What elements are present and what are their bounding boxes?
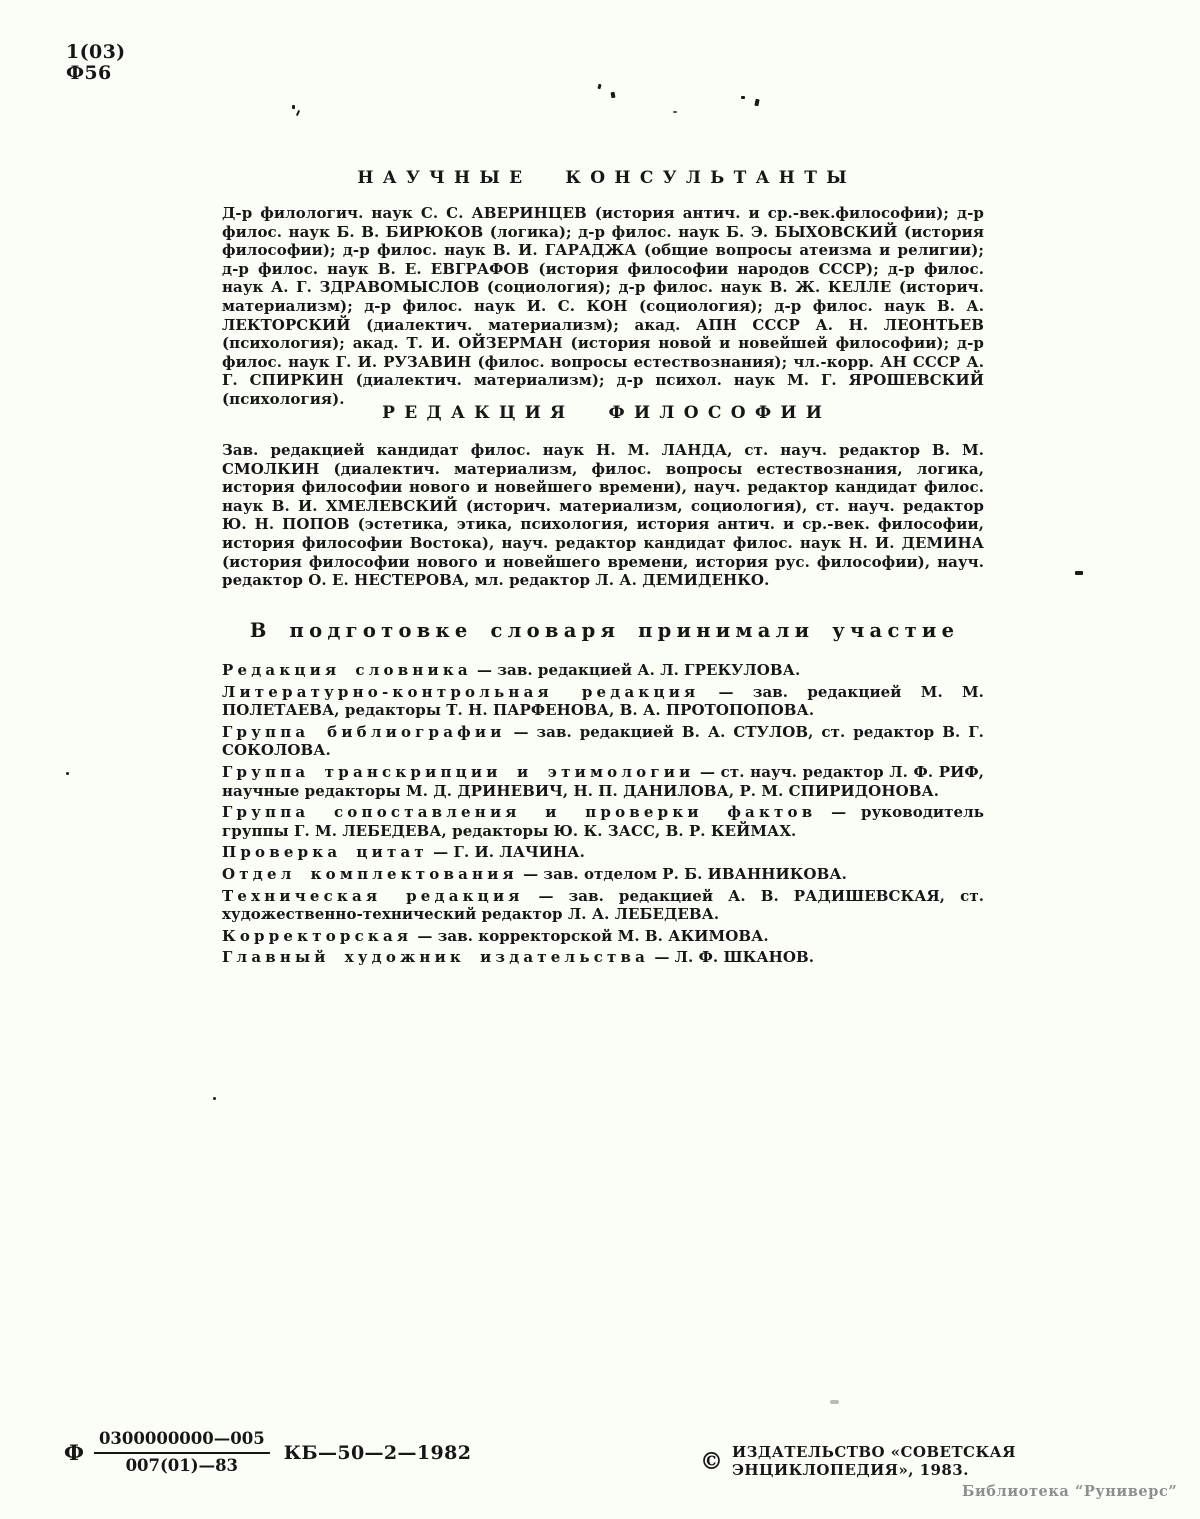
copyright-text: ИЗДАТЕЛЬСТВО «СОВЕТСКАЯ ЭНЦИКЛОПЕДИЯ», 1983. <box>732 1443 1016 1479</box>
participant-row <box>222 927 984 946</box>
participant-details: — зав. корректорской М. В. АКИМОВА. <box>417 926 769 945</box>
participant-details: — ст. науч. редактор Л. Ф. РИФ, научные редакторы М. Д. ДРИНЕВИЧ, Н. П. ДАНИЛОВА, Р. М. СПИРИДОНОВА. <box>222 762 984 800</box>
editorial-paragraph: Зав. редакцией кандидат филос. наук Н. М. ЛАНДА, ст. науч. редактор В. М. СМОЛКИН (диалектич. материализм, филос. вопросы естествознания, логика, история философии нового и новейшего времени), науч. редактор кандидат филос. наук В. И. ХМЕЛЕВСКИЙ (историч. материализм, социология), ст. науч. редактор Ю. Н. ПОПОВ (эстетика, этика, психология, история антич. и ср.-век. философии, история философии Востока), науч. редактор кандидат филос. наук Н. И. ДЕМИНА (история философии нового и новейшего времени, история рус. философии), науч. редактор О. Е. НЕСТЕРОВА, мл. редактор Л. А. ДЕМИДЕНКО. <box>222 441 984 590</box>
participant-group-name: Отдел комплектования <box>222 864 518 883</box>
participant-group-name: Группа транскрипции и этимологии <box>222 762 695 781</box>
consultants-heading: НАУЧНЫЕ КОНСУЛЬТАНТЫ <box>357 168 856 188</box>
scan-artifact <box>213 1097 216 1100</box>
participants-list <box>222 661 984 970</box>
scan-artifact <box>296 110 300 116</box>
participant-row <box>222 763 984 800</box>
editorial-heading: РЕДАКЦИЯ ФИЛОСОФИИ <box>382 403 832 423</box>
participant-row <box>222 865 984 884</box>
participant-details: — зав. редакцией А. Л. ГРЕКУЛОВА. <box>477 661 801 679</box>
classification-code <box>66 42 126 84</box>
participant-group-name: Редакция словника <box>222 661 472 679</box>
participant-details: — зав. редакцией В. А. СТУЛОВ, ст. редактор В. Г. СОКОЛОВА. <box>222 722 984 760</box>
fraction-denominator: 007(01)—83 <box>125 1455 239 1475</box>
library-watermark: Библиотека “Руниверс” <box>962 1483 1178 1500</box>
participant-group-name: Группа сопоставления и проверки фактов <box>222 803 817 822</box>
participant-row <box>222 887 984 924</box>
participant-row <box>222 803 984 840</box>
participant-row <box>222 723 984 760</box>
scan-artifact <box>741 96 745 99</box>
participant-group-name: Проверка цитат <box>222 843 428 862</box>
participant-group-name: Корректорская <box>222 926 413 945</box>
participant-details: — зав. редакцией М. М. ПОЛЕТАЕВА, редакторы Т. Н. ПАРФЕНОВА, В. А. ПРОТОПОПОВА. <box>222 682 984 720</box>
scan-artifact <box>66 772 69 775</box>
copyright-icon: © <box>700 1447 723 1475</box>
print-code-block <box>64 1431 471 1474</box>
participant-details: — Л. Ф. ШКАНОВ. <box>654 948 815 967</box>
participant-details: — руководитель группы Г. М. ЛЕБЕДЕВА, редакторы Ю. К. ЗАСС, В. Р. КЕЙМАХ. <box>222 803 984 840</box>
fraction-numerator: 0300000000—005 <box>94 1431 270 1454</box>
participant-details: — зав. редакцией А. В. РАДИШЕВСКАЯ, ст. художественно-технический редактор Л. А. ЛЕБЕДЕВА. <box>222 886 984 924</box>
copyright-line <box>700 1443 1200 1479</box>
scan-artifact <box>754 99 759 107</box>
participant-group-name: Литературно-контрольная редакция <box>222 682 700 701</box>
participant-row <box>222 661 984 680</box>
participant-row <box>222 683 984 720</box>
participant-details: — Г. И. ЛАЧИНА. <box>433 843 585 862</box>
bbk-code: Ф56 <box>66 62 112 84</box>
participant-group-name: Группа библиографии <box>222 722 506 741</box>
consultants-paragraph: Д-р филологич. наук С. С. АВЕРИНЦЕВ (история антич. и ср.-век.философии); д-р филос. наук Б. В. БИРЮКОВ (логика); д-р филос. наук Б. Э. БЫХОВСКИЙ (история философии); д-р филос. наук В. И. ГАРАДЖА (общие вопросы атеизма и религии); д-р филос. наук В. Е. ЕВГРАФОВ (история философии народов СССР); д-р филос. наук А. Г. ЗДРАВОМЫСЛОВ (социология); д-р филос. наук В. Ж. КЕЛЛЕ (историч. материализм); д-р филос. наук И. С. КОН (социология); д-р филос. наук В. А. ЛЕКТОРСКИЙ (диалектич. материализм); акад. АПН СССР А. Н. ЛЕОНТЬЕВ (психология); акад. Т. И. ОЙЗЕРМАН (история новой и новейшей философии); д-р филос. наук Г. И. РУЗАВИН (филос. вопросы естествознания); чл.-корр. АН СССР А. Г. СПИРКИН (диалектич. материализм); д-р психол. наук М. Г. ЯРОШЕВСКИЙ (психология). <box>222 204 984 408</box>
scan-artifact <box>673 111 677 113</box>
scan-artifact <box>292 105 295 109</box>
participant-row <box>222 843 984 862</box>
participant-details: — зав. отделом Р. Б. ИВАННИКОВА. <box>523 864 847 883</box>
participant-group-name: Главный художник издательства <box>222 948 650 967</box>
scan-artifact <box>1075 571 1083 575</box>
scan-artifact <box>597 84 601 90</box>
print-run-code: КБ—50—2—1982 <box>283 1441 472 1464</box>
scan-artifact <box>830 1400 839 1404</box>
participant-row <box>222 948 984 967</box>
participant-group-name: Техническая редакция <box>222 886 524 905</box>
scan-artifact <box>611 92 616 99</box>
participants-heading: В подготовке словаря принимали участие <box>249 619 960 642</box>
print-code-fraction <box>94 1431 270 1474</box>
udc-code: 1(03) <box>66 41 126 63</box>
series-letter: Ф <box>64 1440 84 1465</box>
